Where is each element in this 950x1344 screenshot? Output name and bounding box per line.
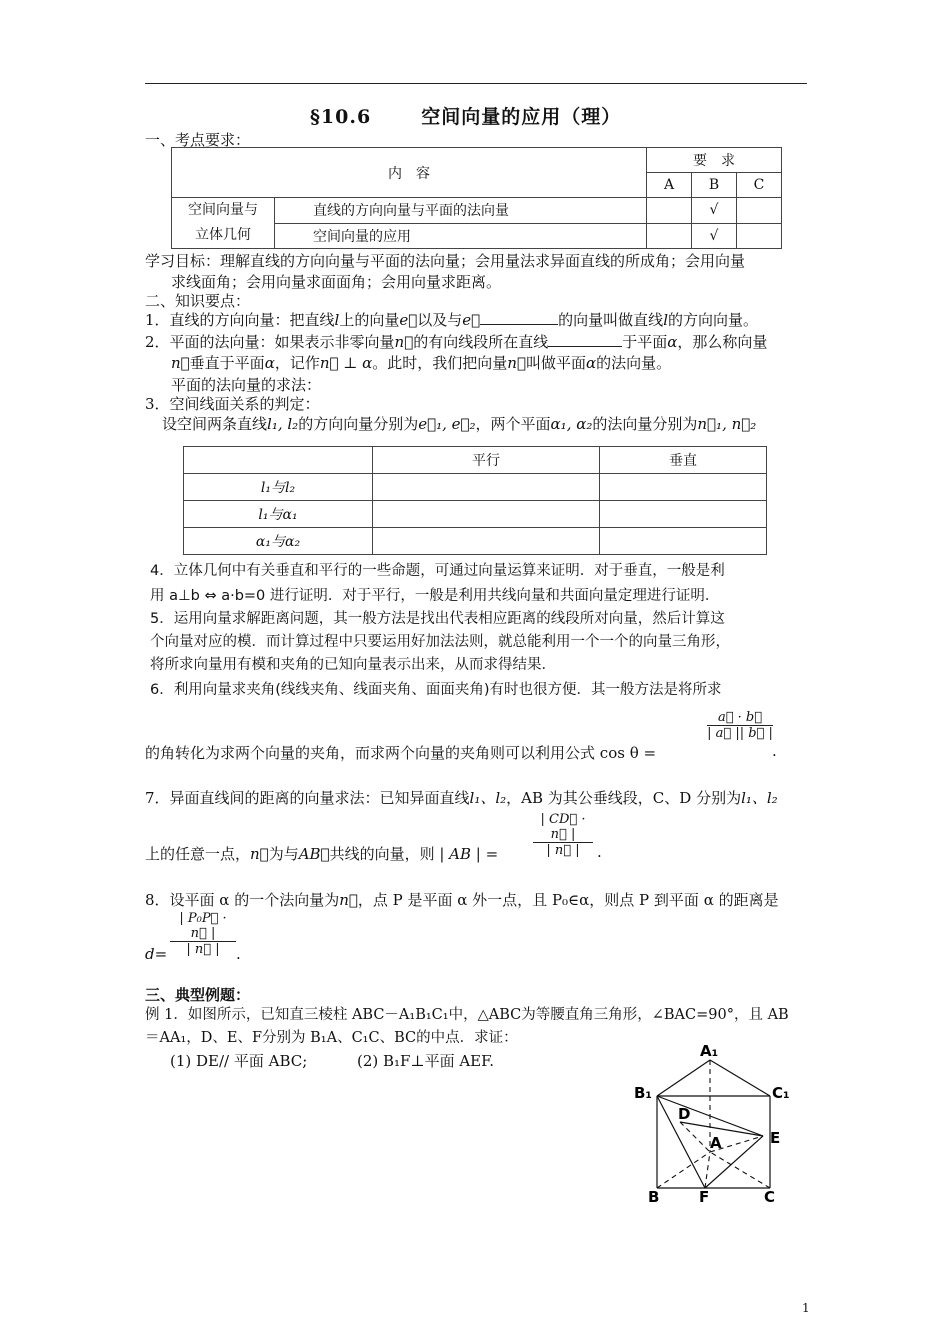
knowledge-1: 1．直线的方向向量：把直线l上的向量e⃗以及与e⃗ 的向量叫做直线l的方向向量。 bbox=[145, 311, 759, 329]
row-1-b-check: √ bbox=[692, 198, 737, 224]
plane-distance-numerator: | P₀P⃗ · n⃗ | bbox=[170, 911, 236, 942]
k2-text-b: 的有向线段所在直线 bbox=[413, 333, 549, 351]
rel-row-1-parallel bbox=[373, 474, 600, 501]
row-1-a bbox=[647, 198, 692, 224]
knowledge-3-detail: 设空间两条直线l₁, l₂的方向向量分别为e⃗₁, e⃗₂，两个平面α₁, α₂的法向量分别为n⃗₁, n⃗₂ bbox=[162, 415, 757, 433]
angle-formula-period: . bbox=[772, 742, 777, 760]
rel-row-1-label: l₁与l₂ bbox=[184, 474, 373, 501]
angle-formula-numerator: a⃗ · b⃗ bbox=[707, 710, 773, 726]
row-1-text: 直线的方向向量与平面的法向量 bbox=[275, 198, 647, 224]
knowledge-5-line-1: 5．运用向量求解距离问题，其一般方法是找出代表相应距离的线段所对向量，然后计算这 bbox=[150, 611, 725, 627]
label-d: D bbox=[678, 1105, 691, 1123]
page-number: 1 bbox=[802, 1301, 810, 1315]
k7-text-d: 为与 bbox=[268, 845, 299, 863]
k7-text-e: 共线的向量，则 bbox=[329, 845, 435, 863]
blank-2 bbox=[548, 332, 622, 347]
k2-text-i: 的法向量。 bbox=[596, 354, 672, 372]
k7-text-a: 7．异面直线间的距离的向量求法：已知异面直线 bbox=[145, 789, 470, 807]
section-3-heading: 三、典型例题： bbox=[145, 986, 251, 1004]
k3-text-e: 的法向量分别为 bbox=[592, 415, 698, 433]
cos-formula-label: cos θ = bbox=[599, 744, 657, 762]
row-2-a bbox=[647, 223, 692, 249]
rel-row-3-label: α₁与α₂ bbox=[184, 528, 373, 555]
k2-text-d: ，那么称向量 bbox=[677, 333, 768, 351]
header-b: B bbox=[692, 173, 737, 198]
knowledge-4-line-1: 4．立体几何中有关垂直和平行的一些命题，可通过向量运算来证明．对于垂直，一般是利 bbox=[150, 563, 725, 579]
label-a1: A₁ bbox=[700, 1042, 719, 1060]
page-title bbox=[310, 102, 621, 129]
header-c: C bbox=[737, 173, 782, 198]
k2-text-f: ，记作 bbox=[274, 354, 320, 372]
rel-row-2-parallel bbox=[373, 501, 600, 528]
label-e: E bbox=[770, 1129, 781, 1147]
header-rule bbox=[145, 83, 807, 84]
k7-text-b: ，AB 为其公垂线段，C、D 分别为 bbox=[506, 789, 742, 807]
example-1-part-2: (2) B₁F⊥平面 AEF. bbox=[357, 1052, 494, 1070]
rel-row-1-perp bbox=[600, 474, 767, 501]
knowledge-7-line-1: 7．异面直线间的距离的向量求法：已知异面直线l₁、l₂，AB 为其公垂线段，C、D 分别为l₁、l₂ bbox=[145, 789, 778, 807]
rel-row-2-label: l₁与α₁ bbox=[184, 501, 373, 528]
example-1-part-1: (1) DE// 平面 ABC; bbox=[170, 1052, 308, 1070]
knowledge-3: 3．空间线面关系的判定： bbox=[145, 395, 320, 413]
rel-header-parallel: 平行 bbox=[373, 447, 600, 474]
k2-text-c: 于平面 bbox=[622, 333, 668, 351]
knowledge-2: 2．平面的法向量：如果表示非零向量n⃗的有向线段所在直线 于平面α，那么称向量 bbox=[145, 333, 768, 351]
label-b1: B₁ bbox=[634, 1084, 653, 1102]
normal-vector-method: 平面的法向量的求法： bbox=[171, 376, 322, 394]
distance-formula-fraction bbox=[533, 812, 593, 858]
category-line-1: 空间向量与 bbox=[188, 202, 258, 218]
blank-1 bbox=[480, 310, 558, 325]
knowledge-6-line-1: 6．利用向量求夹角(线线夹角、线面夹角、面面夹角)有时也很方便．其一般方法是将所求 bbox=[150, 682, 722, 698]
distance-d-label: d= bbox=[145, 945, 168, 963]
angle-formula-fraction bbox=[707, 710, 773, 741]
header-requirement: 要 求 bbox=[647, 148, 782, 173]
rel-row-3-perp bbox=[600, 528, 767, 555]
title-text: 空间向量的应用（理） bbox=[421, 106, 622, 128]
requirements-table bbox=[171, 147, 782, 249]
rel-header-perpendicular: 垂直 bbox=[600, 447, 767, 474]
k1-text-a: 1．直线的方向向量：把直线 bbox=[145, 311, 335, 329]
header-a: A bbox=[647, 173, 692, 198]
distance-formula-denominator: | n⃗ | bbox=[546, 843, 580, 858]
rel-row-2-perp bbox=[600, 501, 767, 528]
k1-text-c: 以及与 bbox=[417, 311, 463, 329]
k3-text-c: 的方向向量分别为 bbox=[298, 415, 419, 433]
distance-formula-numerator: | CD⃗ · n⃗ | bbox=[533, 812, 593, 843]
k2-text-g: 。此时，我们把向量 bbox=[372, 354, 508, 372]
k7-text-c: 上的任意一点， bbox=[145, 845, 251, 863]
row-2-b-check: √ bbox=[692, 223, 737, 249]
knowledge-7-line-2: 上的任意一点，n⃗为与AB⃗共线的向量，则 | AB | = bbox=[145, 845, 499, 863]
example-1-line-1: 例 1．如图所示，已知直三棱柱 ABC－A₁B₁C₁中，△ABC为等腰直角三角形，∠BAC=90°，且 AB bbox=[145, 1007, 789, 1023]
k2-text-e: 垂直于平面 bbox=[189, 354, 265, 372]
knowledge-4-line-2: 用 a⊥b ⇔ a·b=0 进行证明．对于平行，一般是利用共线向量和共面向量定理进行证明． bbox=[150, 588, 720, 604]
label-a: A bbox=[710, 1134, 722, 1152]
category-line-2: 立体几何 bbox=[195, 227, 251, 243]
plane-distance-fraction bbox=[170, 911, 236, 957]
k3-text-d: ，两个平面 bbox=[475, 415, 551, 433]
label-b: B bbox=[648, 1188, 660, 1206]
angle-formula-denominator: | a⃗ || b⃗ | bbox=[707, 726, 773, 741]
example-1-line-2: ＝AA₁，D、E、F分别为 B₁A、C₁C、BC的中点．求证： bbox=[145, 1030, 518, 1046]
knowledge-5-line-2: 个向量对应的模．而计算过程中只要运用好加法法则，就总能利用一个一个的向量三角形， bbox=[150, 634, 730, 650]
goal-line-2: 求线面角；会用向量求面面角；会用向量求距离。 bbox=[171, 273, 502, 291]
knowledge-5-line-3: 将所求向量用有模和夹角的已知向量表示出来，从而求得结果． bbox=[150, 657, 556, 673]
rel-header-empty bbox=[184, 447, 373, 474]
row-2-c bbox=[737, 223, 782, 249]
knowledge-8-line-1: 8．设平面 α 的一个法向量为n⃗，点 P 是平面 α 外一点，且 P₀∈α，则点 P 到平面 α 的距离是 bbox=[145, 891, 779, 909]
header-content: 内 容 bbox=[172, 148, 647, 198]
k1-text-e: 的方向向量。 bbox=[668, 311, 759, 329]
k8-text-b: ，点 P 是平面 α 外一点，且 P₀∈α，则点 P 到平面 α 的距离是 bbox=[357, 891, 779, 909]
prism-figure bbox=[630, 1040, 790, 1210]
k8-text-a: 8．设平面 α 的一个法向量为 bbox=[145, 891, 340, 909]
category-cell bbox=[172, 198, 275, 249]
distance-formula-period: . bbox=[597, 843, 602, 861]
label-c: C bbox=[764, 1188, 776, 1206]
k7-text-f: | AB | = bbox=[439, 845, 499, 863]
label-f: F bbox=[699, 1188, 710, 1206]
row-1-c bbox=[737, 198, 782, 224]
section-2-heading: 二、知识要点： bbox=[145, 292, 251, 310]
knowledge-2-cont: n⃗垂直于平面α，记作n⃗ ⊥ α。此时，我们把向量n⃗叫做平面α的法向量。 bbox=[171, 354, 672, 372]
k1-text-d: 的向量叫做直线 bbox=[558, 311, 664, 329]
goal-line-1: 学习目标：理解直线的方向向量与平面的法向量；会用量法求异面直线的所成角；会用向量 bbox=[145, 252, 746, 270]
k2-text-h: 叫做平面 bbox=[525, 354, 586, 372]
relation-table bbox=[183, 446, 767, 555]
plane-distance-period: . bbox=[236, 945, 241, 963]
knowledge-6-line-2 bbox=[145, 742, 656, 763]
label-c1: C₁ bbox=[772, 1084, 790, 1102]
row-2-text: 空间向量的应用 bbox=[275, 223, 647, 249]
rel-row-3-parallel bbox=[373, 528, 600, 555]
k2-text-a: 2．平面的法向量：如果表示非零向量 bbox=[145, 333, 395, 351]
k6-text-b: 的角转化为求两个向量的夹角，而求两个向量的夹角则可以利用公式 bbox=[145, 744, 596, 762]
k1-text-b: 上的向量 bbox=[339, 311, 400, 329]
section-1-heading: 一、考点要求： bbox=[145, 131, 251, 149]
title-number: §10.6 bbox=[310, 106, 372, 128]
k3-text-b: 设空间两条直线 bbox=[162, 415, 268, 433]
plane-distance-denominator: | n⃗ | bbox=[186, 942, 220, 957]
